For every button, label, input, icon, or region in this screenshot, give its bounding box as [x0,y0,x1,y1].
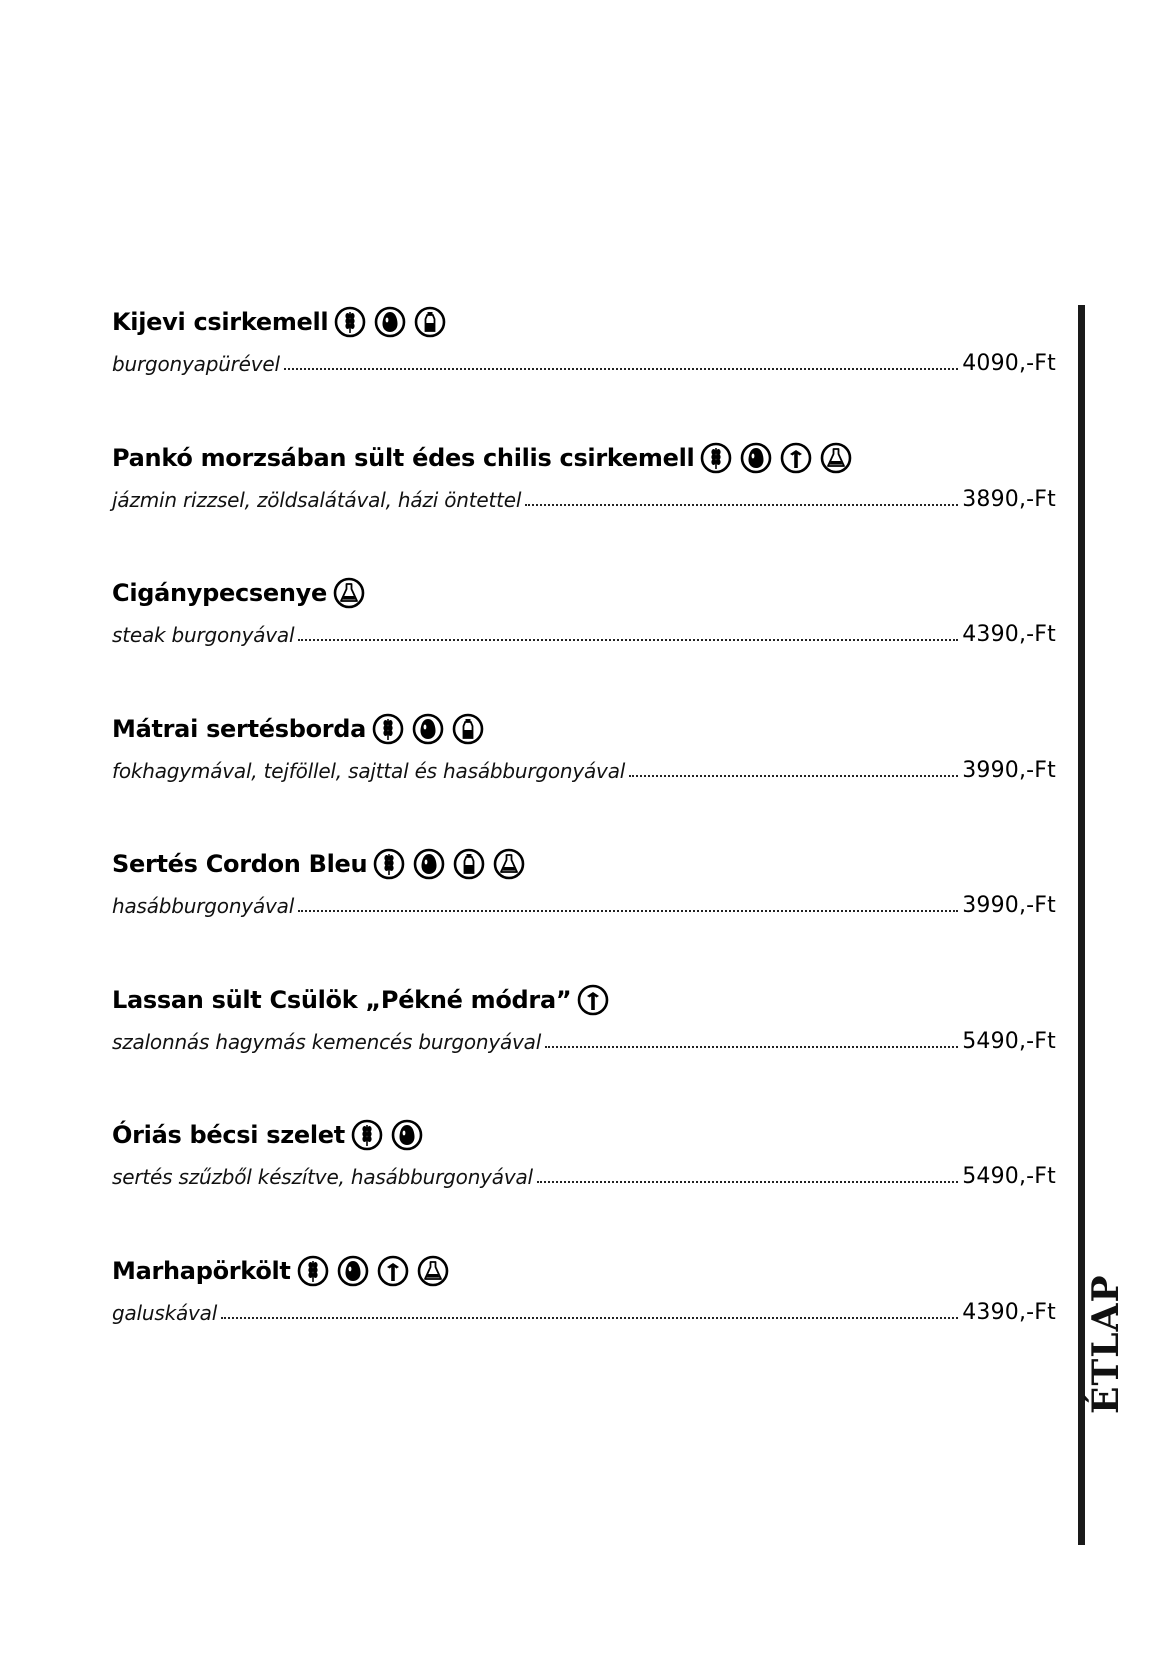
menu-item-description: szalonnás hagymás kemencés burgonyával [112,1029,542,1054]
menu-item-description: galuskával [112,1300,218,1325]
menu-item-description: hasábburgonyával [112,894,295,918]
menu-item-title-row [112,302,1056,342]
menu-item-title-row [112,980,1056,1020]
allergen-icons [297,1255,457,1287]
menu-item [112,1115,1056,1251]
side-label: ÉTLAP [1085,1274,1127,1414]
menu-item-description-row [112,749,1056,783]
menu-item-description: fokhagymával, tejföllel, sajttal és hasábburgonyával [112,758,626,783]
dot-leader [298,910,958,912]
menu-item [112,573,1056,709]
menu-item-title-row [112,709,1056,749]
menu-item-price: 5490,-Ft [962,1028,1056,1054]
gluten-wheat-icon [334,306,366,338]
egg-icon [412,713,444,745]
celery-icon [577,984,609,1016]
allergen-icons [334,306,454,338]
menu-item-title: Kijevi csirkemell [112,308,329,336]
menu-item [112,302,1056,438]
menu-item-price: 5490,-Ft [962,1164,1056,1189]
menu-item-title: Cigánypecsenye [112,579,327,607]
menu-item-title: Pankó morzsában sült édes chilis csirkemell [112,443,695,472]
celery-icon [377,1255,409,1287]
gluten-wheat-icon [372,713,404,745]
menu-item-description: jázmin rizzsel, zöldsalátával, házi öntettel [112,487,522,512]
dot-leader [545,1046,958,1048]
menu-item-title: Mátrai sertésborda [112,714,367,743]
allergen-icons [351,1119,431,1151]
menu-item-description-row [112,1155,1056,1189]
menu-item-description-row [112,613,1056,647]
menu-item [112,709,1056,845]
gluten-wheat-icon [373,848,405,880]
allergen-icons [372,713,492,745]
gluten-wheat-icon [297,1255,329,1287]
egg-icon [740,442,772,474]
dot-leader [537,1181,958,1183]
menu-item-description-row [112,342,1056,376]
mustard-flask-icon [417,1255,449,1287]
menu-item-price: 4090,-Ft [962,351,1056,376]
egg-icon [391,1119,423,1151]
dot-leader [298,639,958,641]
dot-leader [525,504,958,506]
menu-item-description-row [112,1291,1056,1325]
allergen-icons [700,442,860,474]
allergen-icons [577,984,617,1016]
menu-item-price: 4390,-Ft [962,622,1056,647]
menu-item-description: burgonyapürével [112,352,280,376]
milk-bottle-icon [414,306,446,338]
mustard-flask-icon [493,848,525,880]
menu-item-title-row [112,844,1056,884]
egg-icon [374,306,406,338]
menu-item-price: 3890,-Ft [962,486,1056,512]
menu-item-price: 3990,-Ft [962,757,1056,783]
allergen-icons [373,848,533,880]
mustard-flask-icon [820,442,852,474]
menu-item-title: Lassan sült Csülök „Pékné módra” [112,985,572,1014]
dot-leader [284,368,958,370]
menu-item [112,1251,1056,1387]
egg-icon [337,1255,369,1287]
allergen-icons [333,577,373,609]
menu-list [112,302,1056,1386]
menu-item-description-row [112,884,1056,918]
milk-bottle-icon [452,713,484,745]
menu-item-price: 3990,-Ft [962,893,1056,918]
menu-item-title: Óriás bécsi szelet [112,1121,345,1149]
menu-item [112,980,1056,1116]
mustard-flask-icon [333,577,365,609]
menu-item-title: Sertés Cordon Bleu [112,850,368,878]
menu-item-title-row [112,438,1056,478]
menu-item-title-row [112,1251,1056,1291]
dot-leader [221,1317,958,1319]
menu-item-title: Marhapörkölt [112,1256,291,1285]
gluten-wheat-icon [351,1119,383,1151]
egg-icon [413,848,445,880]
menu-item-description-row [112,478,1056,512]
menu-item-description-row [112,1020,1056,1054]
dot-leader [629,775,958,777]
menu-item [112,438,1056,574]
celery-icon [780,442,812,474]
menu-item-title-row [112,573,1056,613]
menu-item-description: sertés szűzből készítve, hasábburgonyával [112,1165,533,1189]
milk-bottle-icon [453,848,485,880]
menu-item-description: steak burgonyával [112,623,295,647]
menu-item-price: 4390,-Ft [962,1299,1056,1325]
gluten-wheat-icon [700,442,732,474]
menu-item [112,844,1056,980]
menu-item-title-row [112,1115,1056,1155]
